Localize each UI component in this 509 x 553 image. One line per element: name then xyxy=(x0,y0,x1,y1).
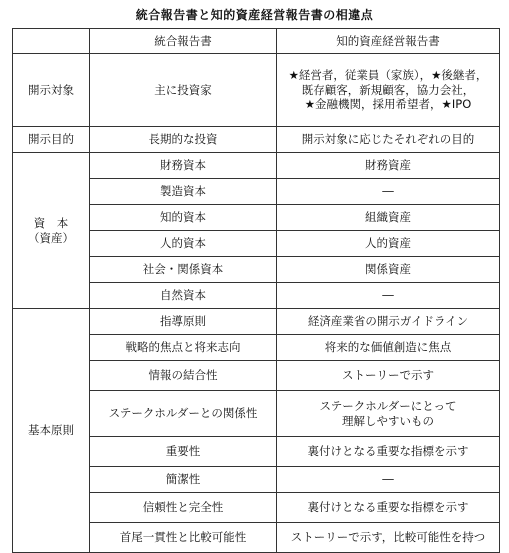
label-disclosure-target: 開示対象 xyxy=(13,54,90,127)
cell-principle-a: 重要性 xyxy=(90,437,277,467)
row-disclosure-purpose xyxy=(13,127,500,153)
comparison-table xyxy=(12,28,500,553)
cell-capital-b: 財務資産 xyxy=(277,153,500,179)
cell-principle-a: 情報の結合性 xyxy=(90,361,277,391)
text-line: 資 本 xyxy=(33,216,69,231)
text-line: （資産） xyxy=(28,230,74,245)
header-corner xyxy=(13,29,90,54)
cell-principle-b: ストーリーで示す，比較可能性を持つ xyxy=(277,523,500,553)
cell-capital-b: ― xyxy=(277,179,500,205)
row-principle xyxy=(13,309,500,335)
cell-principle-b: ― xyxy=(277,467,500,493)
document-title: 統合報告書と知的資産経営報告書の相違点 xyxy=(135,8,374,22)
header-row xyxy=(13,29,500,54)
cell-principle-b: ストーリーで示す xyxy=(277,361,500,391)
cell-capital-a: 自然資本 xyxy=(90,283,277,309)
cell-principle-a: 戦略的焦点と将来志向 xyxy=(90,335,277,361)
cell-principle-b: 経済産業省の開示ガイドライン xyxy=(277,309,500,335)
label-basic-principles: 基本原則 xyxy=(13,309,90,553)
text-line: ステークホルダーにとって xyxy=(319,399,457,414)
text-line: 理解しやすいもの xyxy=(342,413,434,428)
row-capital xyxy=(13,153,500,179)
cell-principle-b: 裏付けとなる重要な指標を示す xyxy=(277,493,500,523)
header-integrated-report: 統合報告書 xyxy=(90,29,277,54)
cell-principle-a: 簡潔性 xyxy=(90,467,277,493)
cell-principle-a: ステークホルダーとの関係性 xyxy=(90,391,277,437)
cell-capital-a: 製造資本 xyxy=(90,179,277,205)
label-disclosure-purpose: 開示目的 xyxy=(13,127,90,153)
cell-target-integrated: 主に投資家 xyxy=(90,54,277,127)
header-intellectual-asset-report: 知的資産経営報告書 xyxy=(277,29,500,54)
cell-capital-b: 人的資産 xyxy=(277,231,500,257)
cell-principle-a: 信頼性と完全性 xyxy=(90,493,277,523)
label-capital xyxy=(13,153,90,309)
cell-capital-b: ― xyxy=(277,283,500,309)
cell-capital-a: 知的資本 xyxy=(90,205,277,231)
text-line: ★経営者，従業員（家族），★後継者， xyxy=(288,68,488,83)
cell-principle-b: 将来的な価値創造に焦点 xyxy=(277,335,500,361)
cell-purpose-integrated: 長期的な投資 xyxy=(90,127,277,153)
cell-principle-b xyxy=(277,391,500,437)
cell-capital-a: 財務資本 xyxy=(90,153,277,179)
cell-capital-a: 社会・関係資本 xyxy=(90,257,277,283)
row-disclosure-target xyxy=(13,54,500,127)
cell-capital-b: 関係資産 xyxy=(277,257,500,283)
text-line: 既存顧客，新規顧客，協力会社， xyxy=(301,82,475,97)
cell-principle-b: 裏付けとなる重要な指標を示す xyxy=(277,437,500,467)
cell-capital-b: 組織資産 xyxy=(277,205,500,231)
cell-purpose-intellectual: 開示対象に応じたそれぞれの目的 xyxy=(277,127,500,153)
cell-capital-a: 人的資本 xyxy=(90,231,277,257)
cell-principle-a: 首尾一貫性と比較可能性 xyxy=(90,523,277,553)
cell-target-intellectual xyxy=(277,54,500,127)
text-line: ★金融機関，採用希望者，★IPO xyxy=(304,97,472,112)
cell-principle-a: 指導原則 xyxy=(90,309,277,335)
